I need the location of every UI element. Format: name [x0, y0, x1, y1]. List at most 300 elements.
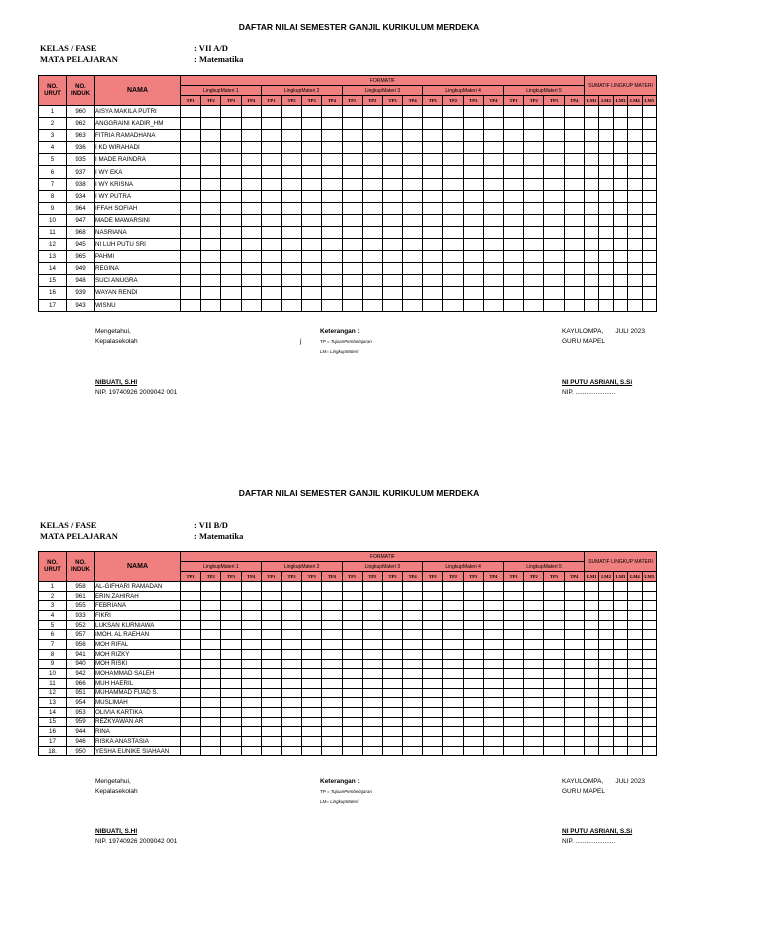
grade-cell[interactable]: [221, 640, 241, 650]
grade-cell[interactable]: [628, 707, 642, 717]
grade-cell[interactable]: [564, 746, 584, 756]
grade-cell[interactable]: [642, 154, 656, 166]
grade-cell[interactable]: [504, 251, 524, 263]
grade-cell[interactable]: [362, 688, 382, 698]
grade-cell[interactable]: [544, 591, 564, 601]
grade-cell[interactable]: [463, 688, 483, 698]
grade-cell[interactable]: [544, 707, 564, 717]
grade-cell[interactable]: [201, 287, 221, 299]
grade-cell[interactable]: [483, 275, 503, 287]
grade-cell[interactable]: [322, 154, 342, 166]
grade-cell[interactable]: [504, 154, 524, 166]
grade-cell[interactable]: [642, 737, 656, 747]
grade-cell[interactable]: [342, 678, 362, 688]
grade-cell[interactable]: [628, 299, 642, 311]
grade-cell[interactable]: [281, 669, 301, 679]
grade-cell[interactable]: [241, 275, 261, 287]
grade-cell[interactable]: [599, 649, 613, 659]
grade-cell[interactable]: [599, 669, 613, 679]
grade-cell[interactable]: [221, 707, 241, 717]
grade-cell[interactable]: [642, 106, 656, 118]
grade-cell[interactable]: [423, 737, 443, 747]
grade-cell[interactable]: [181, 263, 201, 275]
grade-cell[interactable]: [642, 620, 656, 630]
grade-cell[interactable]: [181, 727, 201, 737]
grade-cell[interactable]: [281, 190, 301, 202]
grade-cell[interactable]: [642, 727, 656, 737]
grade-cell[interactable]: [599, 263, 613, 275]
grade-cell[interactable]: [403, 166, 423, 178]
grade-cell[interactable]: [261, 582, 281, 592]
grade-cell[interactable]: [362, 746, 382, 756]
grade-cell[interactable]: [585, 688, 599, 698]
grade-cell[interactable]: [302, 214, 322, 226]
grade-cell[interactable]: [423, 727, 443, 737]
grade-cell[interactable]: [423, 688, 443, 698]
grade-cell[interactable]: [504, 591, 524, 601]
grade-cell[interactable]: [261, 275, 281, 287]
grade-cell[interactable]: [302, 251, 322, 263]
grade-cell[interactable]: [221, 118, 241, 130]
grade-cell[interactable]: [403, 707, 423, 717]
grade-cell[interactable]: [544, 226, 564, 238]
grade-cell[interactable]: [504, 669, 524, 679]
grade-cell[interactable]: [463, 591, 483, 601]
grade-cell[interactable]: [483, 239, 503, 251]
grade-cell[interactable]: [342, 601, 362, 611]
grade-cell[interactable]: [628, 601, 642, 611]
grade-cell[interactable]: [443, 611, 463, 621]
grade-cell[interactable]: [281, 287, 301, 299]
grade-cell[interactable]: [463, 611, 483, 621]
grade-cell[interactable]: [181, 707, 201, 717]
grade-cell[interactable]: [181, 746, 201, 756]
grade-cell[interactable]: [628, 226, 642, 238]
grade-cell[interactable]: [302, 659, 322, 669]
grade-cell[interactable]: [201, 669, 221, 679]
grade-cell[interactable]: [261, 707, 281, 717]
grade-cell[interactable]: [342, 727, 362, 737]
grade-cell[interactable]: [483, 251, 503, 263]
grade-cell[interactable]: [564, 118, 584, 130]
grade-cell[interactable]: [642, 299, 656, 311]
grade-cell[interactable]: [504, 640, 524, 650]
grade-cell[interactable]: [362, 142, 382, 154]
grade-cell[interactable]: [524, 106, 544, 118]
grade-cell[interactable]: [544, 178, 564, 190]
grade-cell[interactable]: [564, 717, 584, 727]
grade-cell[interactable]: [181, 582, 201, 592]
grade-cell[interactable]: [524, 630, 544, 640]
grade-cell[interactable]: [382, 678, 402, 688]
grade-cell[interactable]: [613, 118, 627, 130]
grade-cell[interactable]: [524, 727, 544, 737]
grade-cell[interactable]: [564, 251, 584, 263]
grade-cell[interactable]: [382, 640, 402, 650]
grade-cell[interactable]: [261, 299, 281, 311]
grade-cell[interactable]: [483, 154, 503, 166]
grade-cell[interactable]: [403, 698, 423, 708]
grade-cell[interactable]: [201, 688, 221, 698]
grade-cell[interactable]: [642, 202, 656, 214]
grade-cell[interactable]: [342, 688, 362, 698]
grade-cell[interactable]: [221, 166, 241, 178]
grade-cell[interactable]: [221, 275, 241, 287]
grade-cell[interactable]: [241, 178, 261, 190]
grade-cell[interactable]: [221, 130, 241, 142]
grade-cell[interactable]: [382, 154, 402, 166]
grade-cell[interactable]: [443, 601, 463, 611]
grade-cell[interactable]: [302, 707, 322, 717]
grade-cell[interactable]: [524, 275, 544, 287]
grade-cell[interactable]: [463, 287, 483, 299]
grade-cell[interactable]: [302, 190, 322, 202]
grade-cell[interactable]: [443, 649, 463, 659]
grade-cell[interactable]: [642, 688, 656, 698]
grade-cell[interactable]: [564, 263, 584, 275]
grade-cell[interactable]: [564, 688, 584, 698]
grade-cell[interactable]: [599, 659, 613, 669]
grade-cell[interactable]: [628, 214, 642, 226]
grade-cell[interactable]: [302, 106, 322, 118]
grade-cell[interactable]: [642, 659, 656, 669]
grade-cell[interactable]: [599, 727, 613, 737]
grade-cell[interactable]: [423, 669, 443, 679]
grade-cell[interactable]: [642, 630, 656, 640]
grade-cell[interactable]: [483, 717, 503, 727]
grade-cell[interactable]: [483, 669, 503, 679]
grade-cell[interactable]: [585, 707, 599, 717]
grade-cell[interactable]: [281, 737, 301, 747]
grade-cell[interactable]: [241, 130, 261, 142]
grade-cell[interactable]: [403, 717, 423, 727]
grade-cell[interactable]: [181, 275, 201, 287]
grade-cell[interactable]: [322, 727, 342, 737]
grade-cell[interactable]: [382, 659, 402, 669]
grade-cell[interactable]: [483, 178, 503, 190]
grade-cell[interactable]: [181, 202, 201, 214]
grade-cell[interactable]: [423, 202, 443, 214]
grade-cell[interactable]: [261, 746, 281, 756]
grade-cell[interactable]: [181, 688, 201, 698]
grade-cell[interactable]: [585, 251, 599, 263]
grade-cell[interactable]: [483, 214, 503, 226]
grade-cell[interactable]: [628, 591, 642, 601]
grade-cell[interactable]: [322, 746, 342, 756]
grade-cell[interactable]: [221, 669, 241, 679]
grade-cell[interactable]: [201, 142, 221, 154]
grade-cell[interactable]: [599, 239, 613, 251]
grade-cell[interactable]: [322, 582, 342, 592]
grade-cell[interactable]: [382, 649, 402, 659]
grade-cell[interactable]: [544, 130, 564, 142]
grade-cell[interactable]: [564, 601, 584, 611]
grade-cell[interactable]: [599, 287, 613, 299]
grade-cell[interactable]: [201, 630, 221, 640]
grade-cell[interactable]: [585, 142, 599, 154]
grade-cell[interactable]: [483, 190, 503, 202]
grade-cell[interactable]: [201, 707, 221, 717]
grade-cell[interactable]: [483, 727, 503, 737]
grade-cell[interactable]: [524, 214, 544, 226]
grade-cell[interactable]: [463, 142, 483, 154]
grade-cell[interactable]: [423, 106, 443, 118]
grade-cell[interactable]: [362, 226, 382, 238]
grade-cell[interactable]: [613, 649, 627, 659]
grade-cell[interactable]: [181, 678, 201, 688]
grade-cell[interactable]: [423, 118, 443, 130]
grade-cell[interactable]: [261, 611, 281, 621]
grade-cell[interactable]: [403, 251, 423, 263]
grade-cell[interactable]: [423, 166, 443, 178]
grade-cell[interactable]: [322, 226, 342, 238]
grade-cell[interactable]: [564, 166, 584, 178]
grade-cell[interactable]: [382, 611, 402, 621]
grade-cell[interactable]: [201, 659, 221, 669]
grade-cell[interactable]: [302, 678, 322, 688]
grade-cell[interactable]: [564, 611, 584, 621]
grade-cell[interactable]: [463, 678, 483, 688]
grade-cell[interactable]: [524, 601, 544, 611]
grade-cell[interactable]: [241, 106, 261, 118]
grade-cell[interactable]: [642, 746, 656, 756]
grade-cell[interactable]: [524, 263, 544, 275]
grade-cell[interactable]: [362, 154, 382, 166]
grade-cell[interactable]: [342, 698, 362, 708]
grade-cell[interactable]: [544, 214, 564, 226]
grade-cell[interactable]: [463, 620, 483, 630]
grade-cell[interactable]: [483, 737, 503, 747]
grade-cell[interactable]: [382, 202, 402, 214]
grade-cell[interactable]: [201, 649, 221, 659]
grade-cell[interactable]: [613, 263, 627, 275]
grade-cell[interactable]: [403, 275, 423, 287]
grade-cell[interactable]: [504, 275, 524, 287]
grade-cell[interactable]: [403, 130, 423, 142]
grade-cell[interactable]: [423, 263, 443, 275]
grade-cell[interactable]: [322, 130, 342, 142]
grade-cell[interactable]: [463, 214, 483, 226]
grade-cell[interactable]: [403, 659, 423, 669]
grade-cell[interactable]: [613, 239, 627, 251]
grade-cell[interactable]: [628, 178, 642, 190]
grade-cell[interactable]: [423, 582, 443, 592]
grade-cell[interactable]: [613, 154, 627, 166]
grade-cell[interactable]: [382, 698, 402, 708]
grade-cell[interactable]: [241, 717, 261, 727]
grade-cell[interactable]: [613, 727, 627, 737]
grade-cell[interactable]: [322, 611, 342, 621]
grade-cell[interactable]: [423, 640, 443, 650]
grade-cell[interactable]: [382, 582, 402, 592]
grade-cell[interactable]: [403, 118, 423, 130]
grade-cell[interactable]: [181, 190, 201, 202]
grade-cell[interactable]: [382, 727, 402, 737]
grade-cell[interactable]: [322, 649, 342, 659]
grade-cell[interactable]: [443, 620, 463, 630]
grade-cell[interactable]: [362, 178, 382, 190]
grade-cell[interactable]: [642, 601, 656, 611]
grade-cell[interactable]: [423, 226, 443, 238]
grade-cell[interactable]: [544, 287, 564, 299]
grade-cell[interactable]: [221, 746, 241, 756]
grade-cell[interactable]: [241, 190, 261, 202]
grade-cell[interactable]: [302, 591, 322, 601]
grade-cell[interactable]: [524, 582, 544, 592]
grade-cell[interactable]: [342, 620, 362, 630]
grade-cell[interactable]: [613, 630, 627, 640]
grade-cell[interactable]: [221, 190, 241, 202]
grade-cell[interactable]: [342, 669, 362, 679]
grade-cell[interactable]: [599, 698, 613, 708]
grade-cell[interactable]: [504, 746, 524, 756]
grade-cell[interactable]: [504, 727, 524, 737]
grade-cell[interactable]: [261, 727, 281, 737]
grade-cell[interactable]: [544, 659, 564, 669]
grade-cell[interactable]: [628, 678, 642, 688]
grade-cell[interactable]: [322, 287, 342, 299]
grade-cell[interactable]: [281, 251, 301, 263]
grade-cell[interactable]: [504, 737, 524, 747]
grade-cell[interactable]: [613, 717, 627, 727]
grade-cell[interactable]: [382, 166, 402, 178]
grade-cell[interactable]: [423, 251, 443, 263]
grade-cell[interactable]: [261, 226, 281, 238]
grade-cell[interactable]: [342, 707, 362, 717]
grade-cell[interactable]: [382, 299, 402, 311]
grade-cell[interactable]: [504, 707, 524, 717]
grade-cell[interactable]: [403, 154, 423, 166]
grade-cell[interactable]: [585, 669, 599, 679]
grade-cell[interactable]: [423, 620, 443, 630]
grade-cell[interactable]: [613, 669, 627, 679]
grade-cell[interactable]: [585, 591, 599, 601]
grade-cell[interactable]: [281, 746, 301, 756]
grade-cell[interactable]: [342, 582, 362, 592]
grade-cell[interactable]: [201, 717, 221, 727]
grade-cell[interactable]: [613, 202, 627, 214]
grade-cell[interactable]: [342, 659, 362, 669]
grade-cell[interactable]: [221, 263, 241, 275]
grade-cell[interactable]: [524, 287, 544, 299]
grade-cell[interactable]: [443, 698, 463, 708]
grade-cell[interactable]: [599, 130, 613, 142]
grade-cell[interactable]: [463, 746, 483, 756]
grade-cell[interactable]: [403, 630, 423, 640]
grade-cell[interactable]: [599, 582, 613, 592]
grade-cell[interactable]: [302, 582, 322, 592]
grade-cell[interactable]: [524, 118, 544, 130]
grade-cell[interactable]: [382, 190, 402, 202]
grade-cell[interactable]: [564, 287, 584, 299]
grade-cell[interactable]: [628, 130, 642, 142]
grade-cell[interactable]: [524, 239, 544, 251]
grade-cell[interactable]: [362, 630, 382, 640]
grade-cell[interactable]: [342, 154, 362, 166]
grade-cell[interactable]: [585, 649, 599, 659]
grade-cell[interactable]: [322, 263, 342, 275]
grade-cell[interactable]: [504, 263, 524, 275]
grade-cell[interactable]: [564, 630, 584, 640]
grade-cell[interactable]: [544, 727, 564, 737]
grade-cell[interactable]: [504, 130, 524, 142]
grade-cell[interactable]: [585, 630, 599, 640]
grade-cell[interactable]: [322, 678, 342, 688]
grade-cell[interactable]: [261, 251, 281, 263]
grade-cell[interactable]: [181, 630, 201, 640]
grade-cell[interactable]: [483, 611, 503, 621]
grade-cell[interactable]: [599, 678, 613, 688]
grade-cell[interactable]: [613, 166, 627, 178]
grade-cell[interactable]: [599, 251, 613, 263]
grade-cell[interactable]: [599, 591, 613, 601]
grade-cell[interactable]: [302, 649, 322, 659]
grade-cell[interactable]: [483, 582, 503, 592]
grade-cell[interactable]: [201, 190, 221, 202]
grade-cell[interactable]: [599, 746, 613, 756]
grade-cell[interactable]: [585, 130, 599, 142]
grade-cell[interactable]: [544, 611, 564, 621]
grade-cell[interactable]: [585, 698, 599, 708]
grade-cell[interactable]: [261, 601, 281, 611]
grade-cell[interactable]: [585, 263, 599, 275]
grade-cell[interactable]: [483, 649, 503, 659]
grade-cell[interactable]: [281, 611, 301, 621]
grade-cell[interactable]: [544, 275, 564, 287]
grade-cell[interactable]: [302, 263, 322, 275]
grade-cell[interactable]: [423, 154, 443, 166]
grade-cell[interactable]: [544, 640, 564, 650]
grade-cell[interactable]: [201, 299, 221, 311]
grade-cell[interactable]: [322, 118, 342, 130]
grade-cell[interactable]: [483, 640, 503, 650]
grade-cell[interactable]: [281, 275, 301, 287]
grade-cell[interactable]: [642, 166, 656, 178]
grade-cell[interactable]: [564, 678, 584, 688]
grade-cell[interactable]: [221, 226, 241, 238]
grade-cell[interactable]: [463, 130, 483, 142]
grade-cell[interactable]: [181, 166, 201, 178]
grade-cell[interactable]: [463, 178, 483, 190]
grade-cell[interactable]: [628, 239, 642, 251]
grade-cell[interactable]: [504, 620, 524, 630]
grade-cell[interactable]: [201, 620, 221, 630]
grade-cell[interactable]: [585, 178, 599, 190]
grade-cell[interactable]: [302, 640, 322, 650]
grade-cell[interactable]: [443, 659, 463, 669]
grade-cell[interactable]: [362, 130, 382, 142]
grade-cell[interactable]: [403, 601, 423, 611]
grade-cell[interactable]: [585, 239, 599, 251]
grade-cell[interactable]: [281, 582, 301, 592]
grade-cell[interactable]: [613, 698, 627, 708]
grade-cell[interactable]: [281, 620, 301, 630]
grade-cell[interactable]: [483, 678, 503, 688]
grade-cell[interactable]: [443, 630, 463, 640]
grade-cell[interactable]: [544, 106, 564, 118]
grade-cell[interactable]: [504, 698, 524, 708]
grade-cell[interactable]: [585, 659, 599, 669]
grade-cell[interactable]: [423, 698, 443, 708]
grade-cell[interactable]: [564, 591, 584, 601]
grade-cell[interactable]: [443, 669, 463, 679]
grade-cell[interactable]: [281, 263, 301, 275]
grade-cell[interactable]: [423, 214, 443, 226]
grade-cell[interactable]: [483, 620, 503, 630]
grade-cell[interactable]: [201, 226, 221, 238]
grade-cell[interactable]: [524, 591, 544, 601]
grade-cell[interactable]: [281, 166, 301, 178]
